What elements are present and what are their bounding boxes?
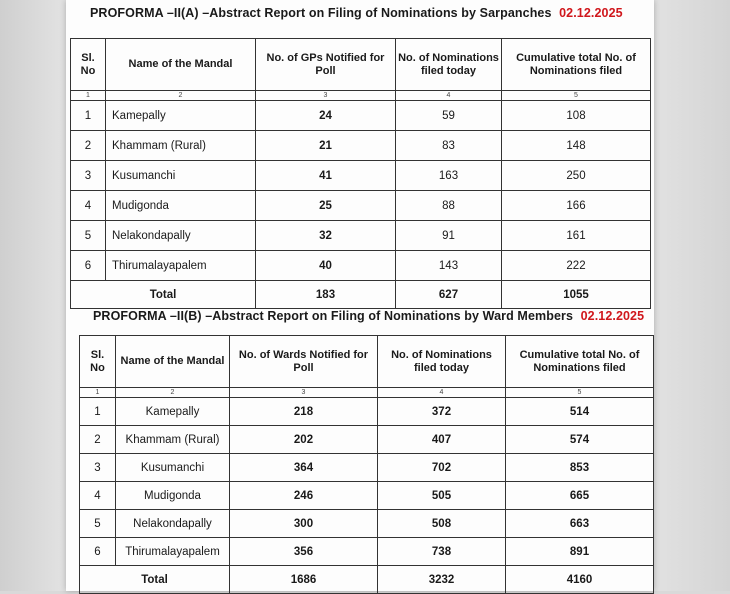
filed-today-cell: 163	[396, 161, 502, 191]
col-header-filed-today: No. of Nominations filed today	[396, 39, 502, 91]
column-index-row	[80, 388, 654, 398]
index-cell: 2	[106, 91, 256, 101]
table-row	[80, 454, 654, 482]
notified-cell: 300	[230, 510, 378, 538]
sarpanches-table	[70, 38, 651, 309]
mandal-cell: Thirumalayapalem	[116, 538, 230, 566]
col-header-notified: No. of GPs Notified for Poll	[256, 39, 396, 91]
sarpanches-report-title	[90, 6, 623, 20]
column-index-row	[71, 91, 651, 101]
total-label: Total	[71, 281, 256, 309]
sl-cell: 6	[71, 251, 106, 281]
cumulative-cell: 663	[506, 510, 654, 538]
filed-today-cell: 143	[396, 251, 502, 281]
total-cumulative-cell: 4160	[506, 566, 654, 594]
sl-cell: 3	[80, 454, 116, 482]
cumulative-cell: 891	[506, 538, 654, 566]
col-header-filed-today: No. of Nominations filed today	[378, 336, 506, 388]
cumulative-cell: 166	[502, 191, 651, 221]
mandal-cell: Nelakondapally	[116, 510, 230, 538]
cumulative-cell: 148	[502, 131, 651, 161]
filed-today-cell: 702	[378, 454, 506, 482]
index-cell: 5	[502, 91, 651, 101]
background-left	[0, 0, 70, 591]
filed-today-cell: 505	[378, 482, 506, 510]
col-header-sl-no: Sl. No	[71, 39, 106, 91]
filed-today-cell: 738	[378, 538, 506, 566]
notified-cell: 202	[230, 426, 378, 454]
mandal-cell: Kamepally	[106, 101, 256, 131]
ward-members-report-title	[93, 309, 644, 323]
table-row	[71, 101, 651, 131]
table-row	[71, 221, 651, 251]
notified-cell: 356	[230, 538, 378, 566]
notified-cell: 218	[230, 398, 378, 426]
cumulative-cell: 665	[506, 482, 654, 510]
filed-today-cell: 59	[396, 101, 502, 131]
table-row	[80, 538, 654, 566]
index-cell: 4	[378, 388, 506, 398]
index-cell: 3	[256, 91, 396, 101]
sl-cell: 4	[80, 482, 116, 510]
sl-cell: 3	[71, 161, 106, 191]
cumulative-cell: 161	[502, 221, 651, 251]
notified-cell: 364	[230, 454, 378, 482]
total-filed-today-cell: 3232	[378, 566, 506, 594]
table-row	[80, 482, 654, 510]
filed-today-cell: 372	[378, 398, 506, 426]
index-cell: 4	[396, 91, 502, 101]
filed-today-cell: 88	[396, 191, 502, 221]
cumulative-cell: 222	[502, 251, 651, 281]
cumulative-cell: 250	[502, 161, 651, 191]
cumulative-cell: 108	[502, 101, 651, 131]
notified-cell: 246	[230, 482, 378, 510]
notified-cell: 24	[256, 101, 396, 131]
ward-members-title-text: PROFORMA –II(B) –Abstract Report on Filing of Nominations by Ward Members	[93, 309, 574, 323]
total-filed-today-cell: 627	[396, 281, 502, 309]
cumulative-cell: 514	[506, 398, 654, 426]
col-header-sl-no: Sl. No	[80, 336, 116, 388]
filed-today-cell: 407	[378, 426, 506, 454]
sl-cell: 6	[80, 538, 116, 566]
sl-cell: 4	[71, 191, 106, 221]
index-cell: 3	[230, 388, 378, 398]
index-cell: 2	[116, 388, 230, 398]
sl-cell: 5	[80, 510, 116, 538]
notified-cell: 41	[256, 161, 396, 191]
mandal-cell: Mudigonda	[116, 482, 230, 510]
filed-today-cell: 508	[378, 510, 506, 538]
filed-today-cell: 91	[396, 221, 502, 251]
table-row	[80, 510, 654, 538]
notified-cell: 25	[256, 191, 396, 221]
mandal-cell: Kusumanchi	[116, 454, 230, 482]
ward-members-table	[79, 335, 654, 594]
sl-cell: 1	[80, 398, 116, 426]
index-cell: 1	[71, 91, 106, 101]
table-row	[71, 191, 651, 221]
mandal-cell: Kusumanchi	[106, 161, 256, 191]
table-header-row	[80, 336, 654, 388]
total-label: Total	[80, 566, 230, 594]
notified-cell: 40	[256, 251, 396, 281]
total-row	[71, 281, 651, 309]
table-row	[80, 398, 654, 426]
mandal-cell: Kamepally	[116, 398, 230, 426]
index-cell: 5	[506, 388, 654, 398]
table-header-row	[71, 39, 651, 91]
col-header-mandal: Name of the Mandal	[116, 336, 230, 388]
col-header-mandal: Name of the Mandal	[106, 39, 256, 91]
total-row	[80, 566, 654, 594]
sl-cell: 5	[71, 221, 106, 251]
mandal-cell: Khammam (Rural)	[106, 131, 256, 161]
sl-cell: 2	[80, 426, 116, 454]
mandal-cell: Khammam (Rural)	[116, 426, 230, 454]
background-right	[652, 0, 730, 591]
col-header-cumulative: Cumulative total No. of Nominations filed	[506, 336, 654, 388]
table-row	[71, 131, 651, 161]
total-cumulative-cell: 1055	[502, 281, 651, 309]
sl-cell: 1	[71, 101, 106, 131]
cumulative-cell: 574	[506, 426, 654, 454]
mandal-cell: Nelakondapally	[106, 221, 256, 251]
table-row	[80, 426, 654, 454]
cumulative-cell: 853	[506, 454, 654, 482]
col-header-notified: No. of Wards Notified for Poll	[230, 336, 378, 388]
ward-members-report-date: 02.12.2025	[580, 309, 645, 323]
table-row	[71, 161, 651, 191]
total-notified-cell: 1686	[230, 566, 378, 594]
mandal-cell: Mudigonda	[106, 191, 256, 221]
table-row	[71, 251, 651, 281]
col-header-cumulative: Cumulative total No. of Nominations filed	[502, 39, 651, 91]
index-cell: 1	[80, 388, 116, 398]
filed-today-cell: 83	[396, 131, 502, 161]
notified-cell: 32	[256, 221, 396, 251]
sarpanches-report-date: 02.12.2025	[559, 6, 623, 20]
sl-cell: 2	[71, 131, 106, 161]
total-notified-cell: 183	[256, 281, 396, 309]
notified-cell: 21	[256, 131, 396, 161]
sarpanches-title-text: PROFORMA –II(A) –Abstract Report on Filing of Nominations by Sarpanches	[90, 6, 552, 20]
mandal-cell: Thirumalayapalem	[106, 251, 256, 281]
